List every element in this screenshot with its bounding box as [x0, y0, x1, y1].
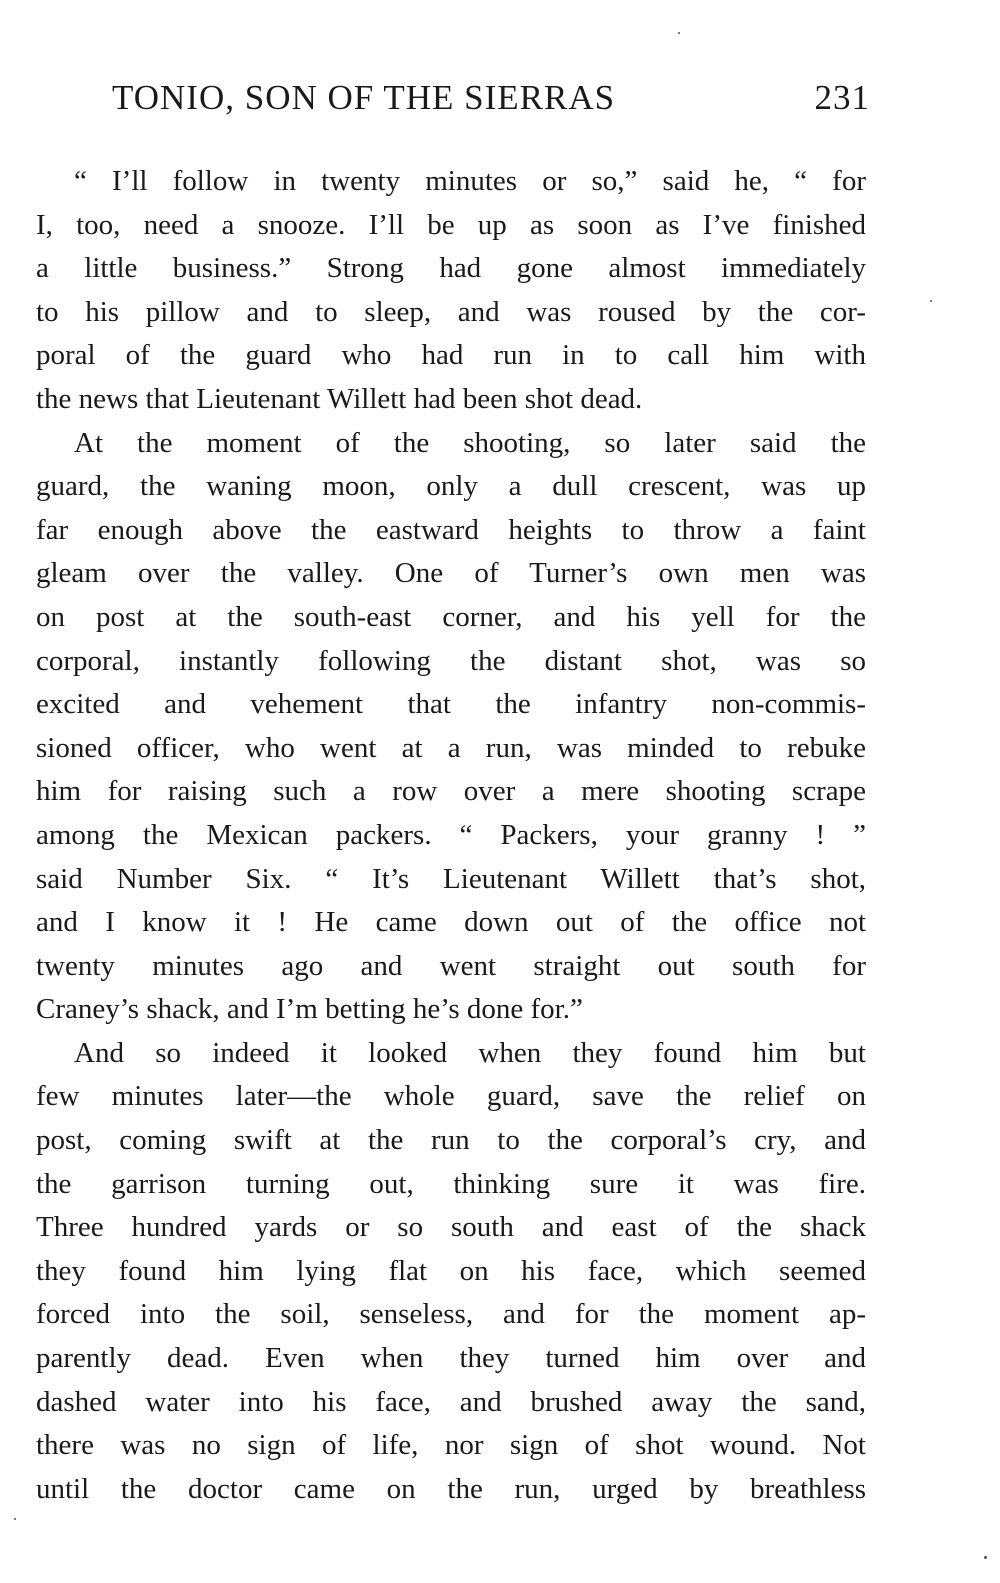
text-line: corporal, instantly following the distant shot, was so [36, 644, 866, 677]
text-line: post, coming swift at the run to the corporal’s cry, and [36, 1124, 866, 1157]
page-number: 231 [814, 78, 870, 117]
text-line: few minutes later—the whole guard, save the relief on [36, 1080, 866, 1113]
text-line: sioned officer, who went at a run, was minded to rebuke [36, 731, 866, 764]
scan-speck [930, 300, 932, 302]
scan-speck [984, 1556, 987, 1559]
text-line: parently dead. Even when they turned him over and [36, 1342, 866, 1375]
text-line: twenty minutes ago and went straight out south for [36, 949, 866, 982]
text-line: him for raising such a row over a mere shooting scrape [36, 775, 866, 808]
text-line: until the doctor came on the run, urged by breathless [36, 1472, 866, 1505]
text-line: guard, the waning moon, only a dull crescent, was up [36, 470, 866, 503]
text-line: and I know it ! He came down out of the office not [36, 906, 866, 939]
text-line: And so indeed it looked when they found him but [74, 1036, 866, 1069]
text-line: among the Mexican packers. “ Packers, your granny ! ” [36, 818, 866, 851]
text-line: dashed water into his face, and brushed away the sand, [36, 1385, 866, 1418]
text-line: a little business.” Strong had gone almost immediately [36, 252, 866, 285]
text-line: said Number Six. “ It’s Lieutenant Willett that’s shot, [36, 862, 866, 895]
text-line: far enough above the eastward heights to throw a faint [36, 513, 866, 546]
text-line: the news that Lieutenant Willett had been shot dead. [36, 382, 643, 415]
text-line: poral of the guard who had run in to call him with [36, 339, 866, 372]
text-line: gleam over the valley. One of Turner’s own men was [36, 557, 866, 590]
running-title: TONIO, SON OF THE SIERRAS [112, 78, 616, 117]
text-line: At the moment of the shooting, so later said the [74, 426, 866, 459]
text-line: the garrison turning out, thinking sure it was fire. [36, 1167, 866, 1200]
text-line: Three hundred yards or so south and east of the shack [36, 1211, 866, 1244]
running-head [112, 78, 870, 126]
text-line: “ I’ll follow in twenty minutes or so,” said he, “ for [74, 165, 866, 197]
body-text [36, 160, 866, 1511]
scan-speck [678, 32, 680, 34]
text-line: to his pillow and to sleep, and was roused by the cor- [36, 295, 866, 328]
text-line: they found him lying flat on his face, which seemed [36, 1254, 866, 1287]
text-line: I, too, need a snooze. I’ll be up as soon as I’ve finished [36, 208, 866, 241]
text-line: on post at the south-east corner, and his yell for the [36, 600, 866, 633]
text-line: Craney’s shack, and I’m betting he’s done for.” [36, 993, 583, 1026]
text-line: excited and vehement that the infantry non-commis- [36, 688, 866, 721]
scan-speck [14, 1518, 16, 1520]
text-line: there was no sign of life, nor sign of shot wound. Not [36, 1429, 866, 1462]
text-line: forced into the soil, senseless, and for the moment ap- [36, 1298, 866, 1331]
